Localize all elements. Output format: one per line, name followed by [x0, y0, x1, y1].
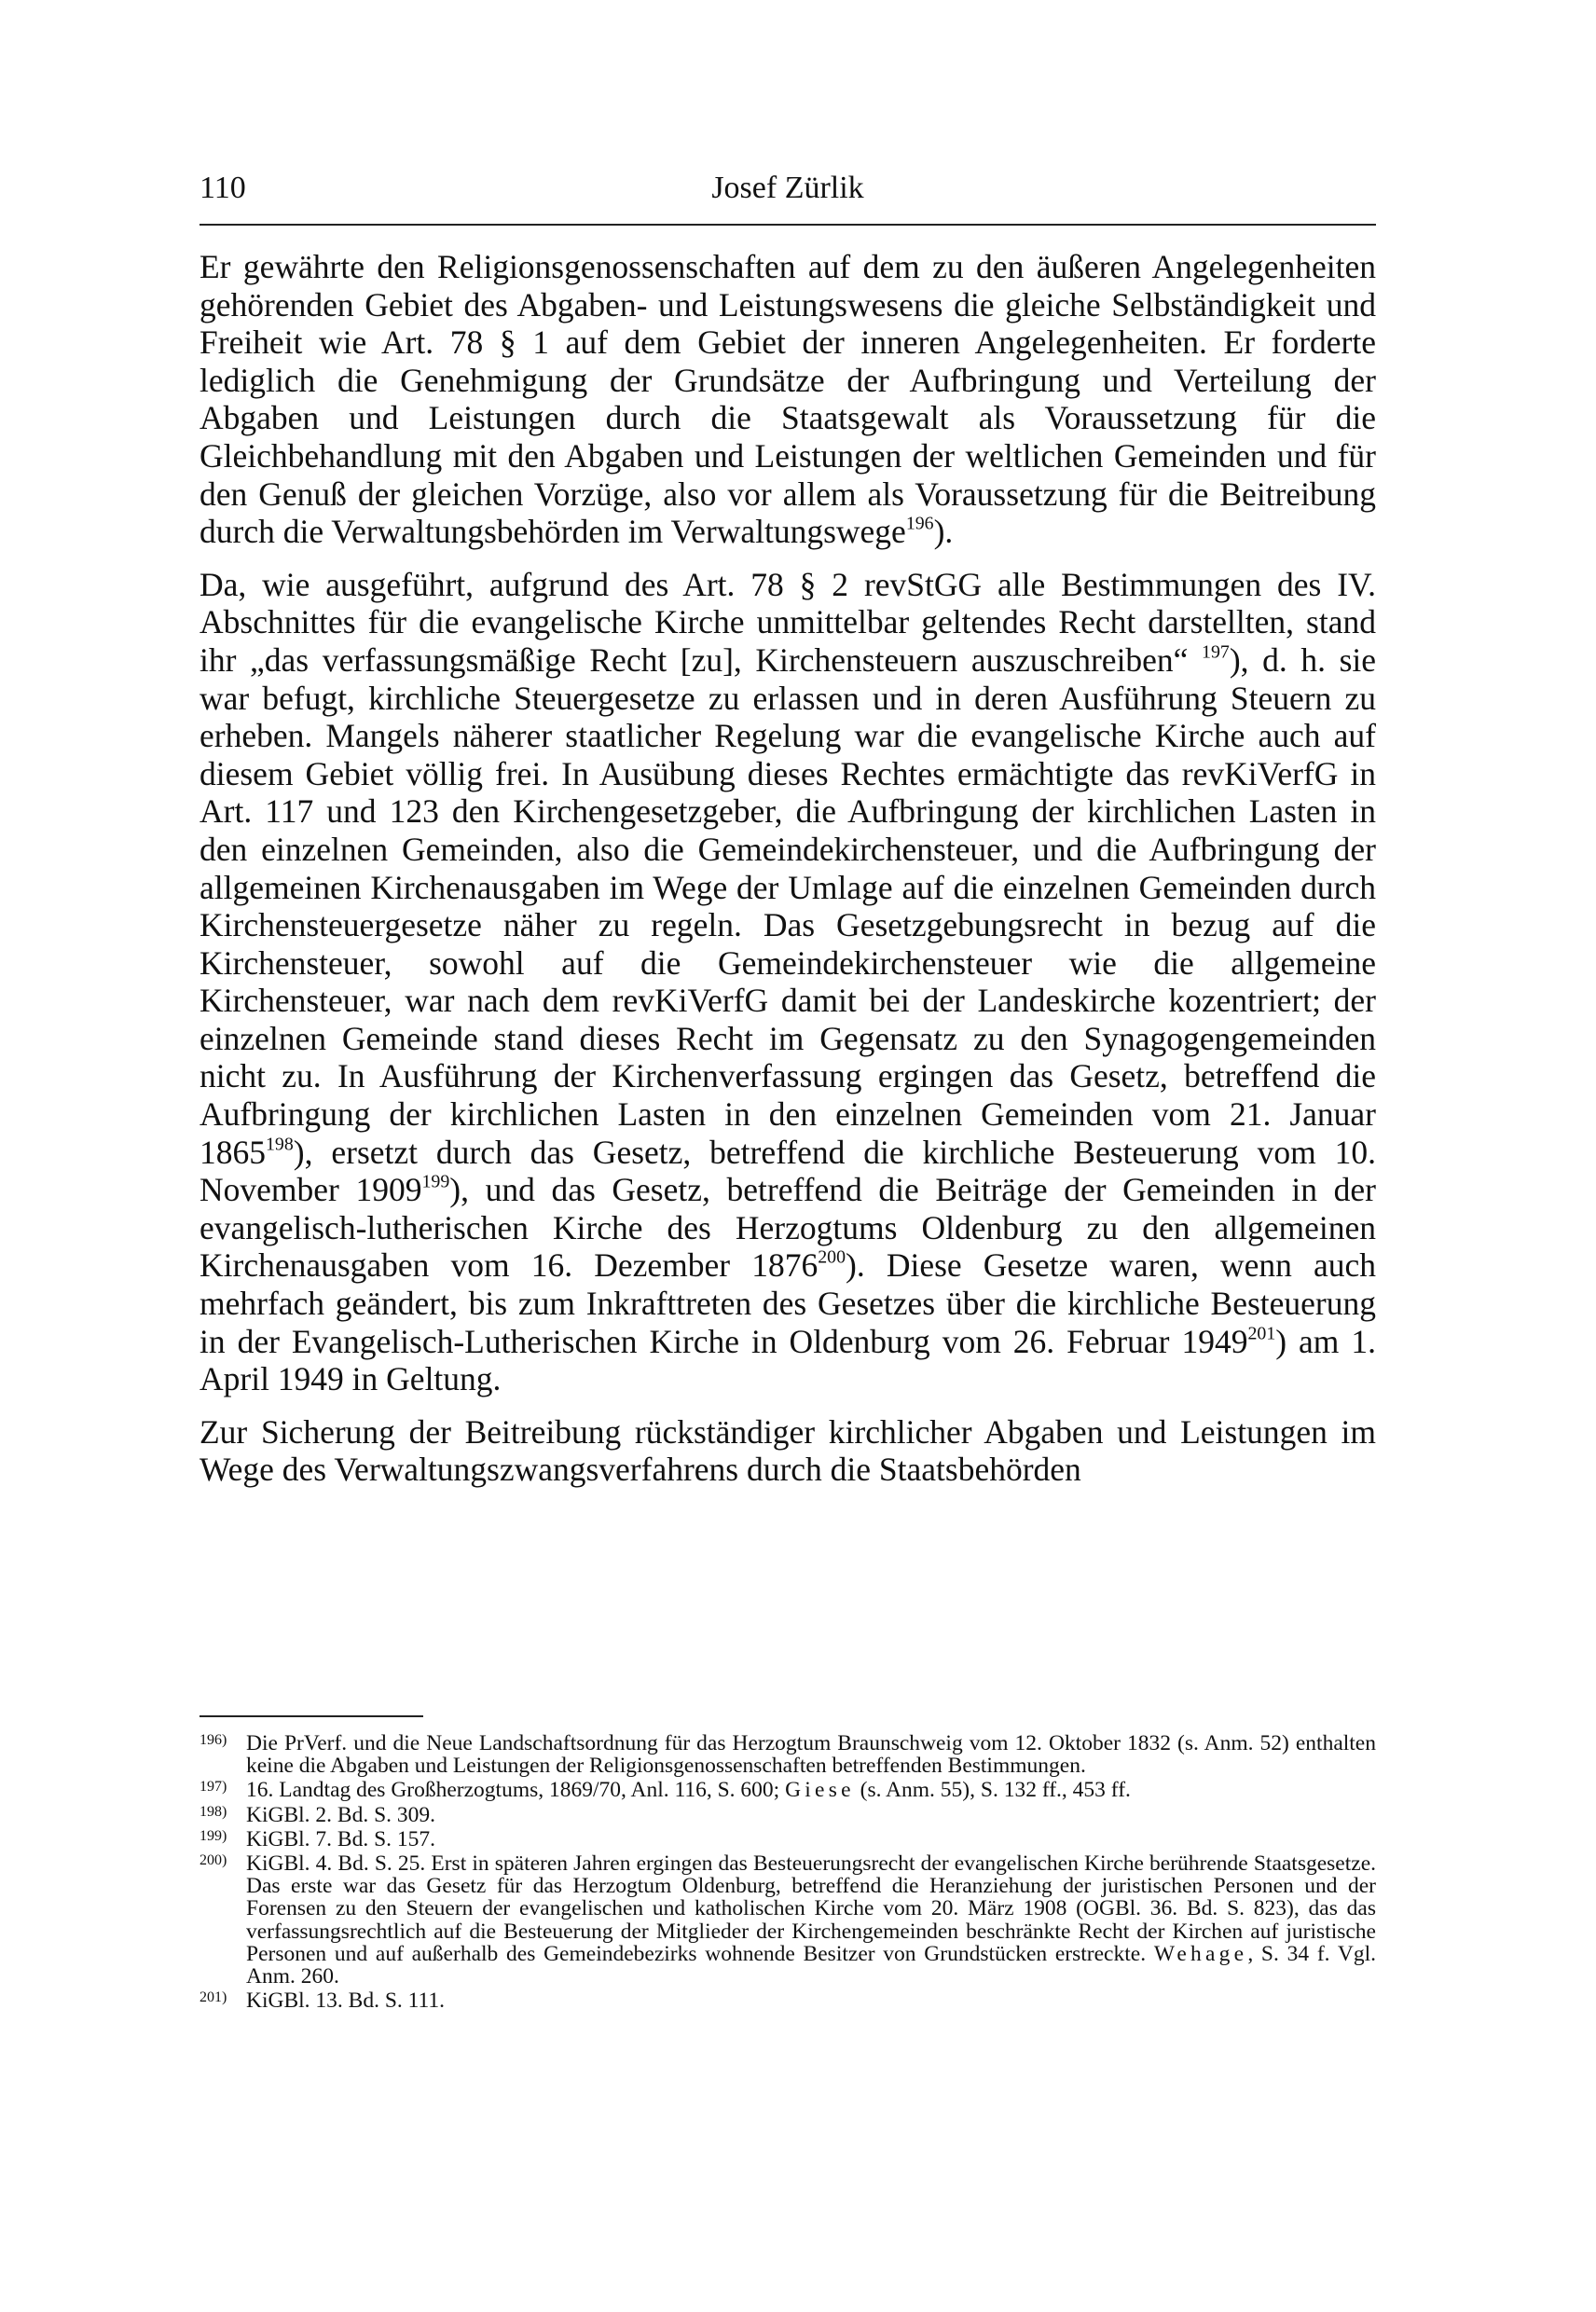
paragraph-2-text-3: ), ersetzt durch das Gesetz, betreffend die kirchliche Besteuerung vom 10. November 1909: [200, 1133, 1376, 1209]
paragraph-2-text-1: Da, wie ausgeführt, aufgrund des Art. 78 § 2 revStGG alle Bestimmungen des IV. Abschnittes für die evangelische Kirche unmittelbar geltendes Recht darstellten, stand ihr „das verfassungsmäßige Recht [zu], Kirchensteuern auszuschreiben“: [200, 565, 1376, 679]
footnote-text: KiGBl. 2. Bd. S. 309.: [246, 1802, 436, 1827]
paragraph-1-text: Er gewährte den Religionsgenossenschaften auf dem zu den äußeren Angelegenheiten gehörenden Gebiet des Abgaben- und Leistungswesens die gleiche Selbständigkeit und Freiheit wie Art. 78 § 1 auf dem Gebiet der inneren Angelegenheiten. Er forderte lediglich die Genehmigung der Grundsätze der Aufbringung und Verteilung der Abgaben und Leistungen durch die Staatsgewalt als Voraussetzung für die Gleichbehandlung mit den Abgaben und Leistungen der weltlichen Gemeinden und für den Genuß der gleichen Vorzüge, also vor allem als Voraussetzung für die Beitreibung durch die Verwaltungsbehörden im Verwaltungswege: [200, 248, 1376, 551]
footnote-number: 201): [200, 1989, 227, 2006]
footnote-text: KiGBl. 4. Bd. S. 25. Erst in späteren Jahren ergingen das Besteuerungsrecht der evangelischen Kirche berührende Staatsgesetze. Das erste war das Gesetz für das Herzogtum Oldenburg, betreffend die Heranziehung der juristischen Personen und der Forensen zu den Steuern der evangelischen und katholischen Kirche vom 20. März 1908 (OGBl. 36. Bd. S. 823), das das verfassungsrechtlich auf die Besteuerung der Mitglieder der Kirchengemeinden beschränkte Recht der Kirchen auf juristische Personen und auf außerhalb des Gemeindebezirks wohnende Besitzer von Grundstücken erstreckte.: [246, 1851, 1376, 1966]
page-number: 110: [200, 171, 246, 205]
main-text: [200, 248, 1376, 1504]
footnote-text: (s. Anm. 55), S. 132 ff., 453 ff.: [854, 1778, 1131, 1803]
header-rule: [200, 224, 1376, 226]
footnote-text: , S. 34 f. Vgl. Anm. 260.: [246, 1941, 1376, 1989]
footnote-rule: [200, 1715, 423, 1717]
footnote-number: 198): [200, 1803, 227, 1820]
footnote-number: 199): [200, 1827, 227, 1844]
footnote-text: 16. Landtag des Großherzogtums, 1869/70, Anl. 116, S. 600;: [246, 1778, 786, 1803]
paragraph-1: [200, 248, 1376, 551]
footnote-number: 197): [200, 1779, 227, 1796]
footnote-ref-201[interactable]: 201: [1247, 1323, 1276, 1344]
footnote-number: 196): [200, 1732, 227, 1748]
paragraph-2-text-5: ). Diese Gesetze waren, wenn auch mehrfach geändert, bis zum Inkrafttreten des Gesetzes über die kirchliche Besteuerung in der Evangelisch-Lutherischen Kirche in Oldenburg vom 26. Februar 1949: [200, 1246, 1376, 1360]
footnote-197: [200, 1779, 1376, 1801]
footnote-196: [200, 1732, 1376, 1777]
footnote-ref-198[interactable]: 198: [266, 1134, 294, 1155]
footnote-text: KiGBl. 13. Bd. S. 111.: [246, 1989, 446, 2014]
paragraph-2: [200, 566, 1376, 1398]
paragraph-2-text-2: ), d. h. sie war befugt, kirchliche Steuergesetze zu erlassen und in deren Ausführung Steuern zu erheben. Mangels näherer staatlicher Regelung war die evangelische Kirche auch auf diesem Gebiet völlig frei. In Ausübung dieses Rechtes ermächtigte das revKiVerfG in Art. 117 und 123 den Kirchengesetzgeber, die Aufbringung der kirchlichen Lasten in den einzelnen Gemeinden, also die Gemeindekirchensteuer, und die Aufbringung der allgemeinen Kirchenausgaben im Wege der Umlage auf die einzelnen Gemeinden durch Kirchensteuergesetze näher zu regeln. Das Gesetzgebungsrecht in bezug auf die Kirchensteuer, sowohl auf die Gemeindekirchensteuer wie die allgemeine Kirchensteuer, war nach dem revKiVerfG damit bei der Landeskirche kozentriert; der einzelnen Gemeinde stand dieses Recht im Gegensatz zu den Synagogengemeinden nicht zu. In Ausführung der Kirchenverfassung ergingen das Gesetz, betreffend die Aufbringung der kirchlichen Lasten in den einzelnen Gemeinden vom 21. Januar 1865: [200, 640, 1377, 1171]
footnote-text: Die PrVerf. und die Neue Landschaftsordnung für das Herzogtum Braunschweig vom 12. Oktober 1832 (s. Anm. 52) enthalten keine die Abgaben und Leistungen der Religionsgenossenschaften betreffenden Bestimmungen.: [246, 1731, 1376, 1779]
footnote-ref-196[interactable]: 196: [905, 513, 934, 534]
footnote-199: [200, 1828, 1376, 1851]
paragraph-2-text-4: ), und das Gesetz, betreffend die Beiträge der Gemeinden in der evangelisch-lutherischen Kirche des Herzogtums Oldenburg zu den allgemeinen Kirchenausgaben vom 16. Dezember 1876: [200, 1171, 1376, 1285]
footnote-text: KiGBl. 7. Bd. S. 157.: [246, 1826, 436, 1851]
footnote-200: [200, 1852, 1376, 1988]
running-head: Josef Zürlik: [711, 171, 864, 205]
footnote-ref-200[interactable]: 200: [818, 1247, 846, 1269]
footnotes: [200, 1732, 1376, 2014]
footnote-201: [200, 1989, 1376, 2012]
footnote-ref-199[interactable]: 199: [421, 1171, 450, 1192]
paragraph-2-text-6: ) am 1. April 1949 in Geltung.: [200, 1322, 1376, 1398]
paragraph-3: Zur Sicherung der Beitreibung rückständiger kirchlicher Abgaben und Leistungen im Wege des Verwaltungszwangsverfahrens durch die Staatsbehörden: [200, 1412, 1376, 1489]
footnote-number: 200): [200, 1852, 227, 1869]
author-name: Wehage: [1153, 1941, 1248, 1966]
paragraph-1-end: ).: [933, 513, 954, 551]
footnote-ref-197[interactable]: 197: [1202, 641, 1230, 663]
page-header: [200, 170, 1376, 218]
author-name: Giese: [785, 1778, 855, 1803]
footnote-198: [200, 1804, 1376, 1826]
